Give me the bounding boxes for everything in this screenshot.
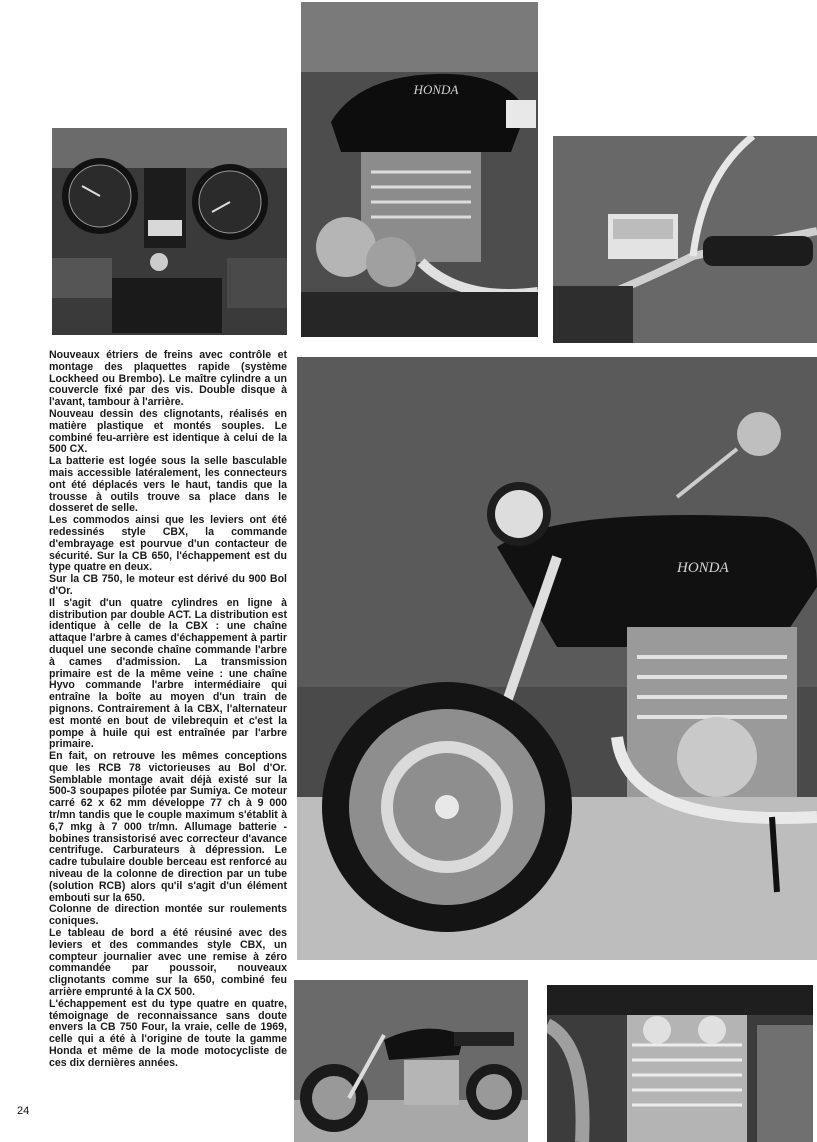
page-number: 24 xyxy=(17,1105,30,1117)
article-paragraph: L'échappement est du type quatre en quatre, témoignage de reconnaissance sans doute envers la CB 750 Four, la vraie, celle de 1969, celle qui a été à l'origine de toute la gamme Honda et même de la mode motocycliste de ces dix dernières années. xyxy=(49,997,287,1069)
article-paragraph: Sur la CB 750, le moteur est dérivé du 900 Bol d'Or. xyxy=(49,573,287,597)
photo-handlebar xyxy=(553,136,817,343)
photo-main-motorcycle xyxy=(297,357,817,960)
article-paragraph: Nouveaux étriers de freins avec contrôle et montage des plaquettes rapide (système Lockheed ou Brembo). Le maître cylindre a un couvercle fixé par des vis. Double disque à l'avant, tambour à l'arrière. xyxy=(49,349,287,409)
article-text-column xyxy=(49,350,287,1070)
article-paragraph: En fait, on retrouve les mêmes conceptions que les RCB 78 victorieuses au Bol d'Or. Semblable montage avait déjà existé sur la 500-3 soupapes pilotée par Sumiya. Ce moteur carré 62 x 62 mm développe 77 ch à 9 000 tr/mn tandis que le couple maximum s'établit à 6,7 mkg à 7 000 tr/mn. Allumage batterie - bobines transistorisé avec correcteur d'avance centrifuge. Carburateurs à dépression. Le cadre tubulaire double berceau est renforcé au niveau de la colonne de direction par un tube (solution RCB) alors qu'il s'agit d'un élément embouti sur la 650. xyxy=(49,750,287,904)
article-paragraph: Colonne de direction montée sur roulements coniques. xyxy=(49,903,287,928)
photo-engine-closeup xyxy=(547,985,813,1142)
tank-brand-text: HONDA xyxy=(677,560,729,576)
photo-instrument-cluster xyxy=(52,128,287,335)
article-paragraph: La batterie est logée sous la selle basculable mais accessible latéralement, les connecteurs ont été déplacés vers le haut, tandis que la trousse à outils trouve sa place dans le dosseret de selle. xyxy=(49,455,287,515)
article-paragraph: Il s'agit d'un quatre cylindres en ligne à distribution par double ACT. La distribution est identique à celle de la CBX : une chaîne attaque l'arbre à cames d'échappement à partir duquel une seconde chaîne commande l'arbre à cames d'admission. La transmission primaire est de la même veine : une chaîne Hyvo commande l'arbre intermédiaire qui entraîne la boîte au moyen d'un train de pignons. Contrairement à la CBX, l'alternateur est monté en bout de vilebrequin et c'est la pompe à huile qui est entraînée par l'arbre primaire. xyxy=(49,596,287,751)
photo-tank-engine xyxy=(301,2,538,337)
article-paragraph: Nouveau dessin des clignotants, réalisés en matière plastique et montés souples. Le combiné feu-arrière est identique à celui de la 500 CX. xyxy=(49,407,287,456)
photo-side-view xyxy=(294,980,528,1142)
article-paragraph: Les commodos ainsi que les leviers ont été redessinés style CBX, la commande d'embrayage est pourvue d'un contacteur de sécurité. Sur la CB 650, l'échappement est du type quatre en deux. xyxy=(49,514,287,574)
article-paragraph: Le tableau de bord a été réusiné avec des leviers et des commandes style CBX, un compteur journalier avec une remise à zéro commandée par poussoir, nouveaux clignotants comme sur la 650, combiné feu arrière emprunté à la CX 500. xyxy=(49,927,287,999)
tank-brand-text: HONDA xyxy=(413,82,459,97)
